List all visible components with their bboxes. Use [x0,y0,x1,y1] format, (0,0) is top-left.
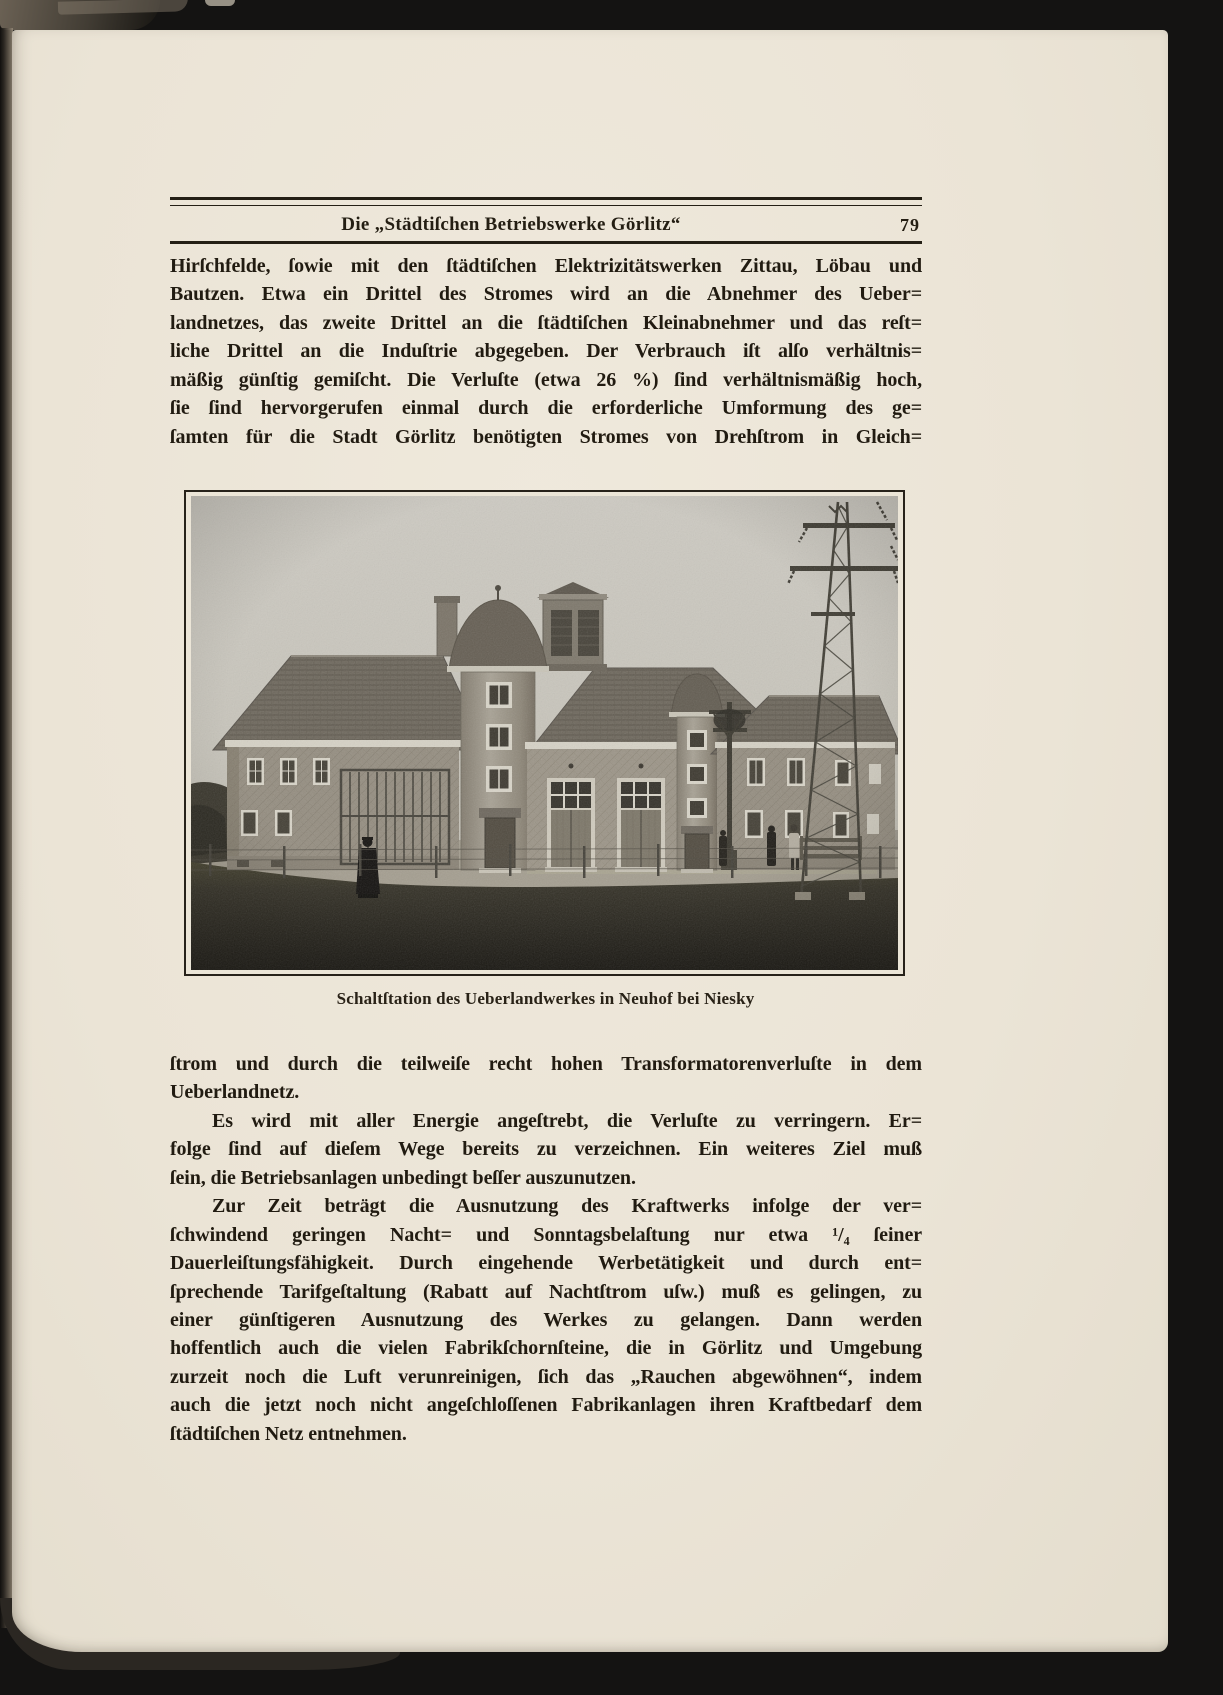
page-edge-notch [205,0,235,6]
text-line: landnetzes, das zweite Drittel an die ſtädtiſchen Kleinabnehmer und das reſt= [170,311,922,334]
running-header [170,214,922,240]
schaltstation-photo [191,496,898,970]
header-rule-bottom [170,241,922,244]
running-header-title: Die „Städtiſchen Betriebswerke Görlitz“ [341,214,681,235]
text-line: auch die jetzt noch nicht angeſchloſſenen Fabrikanlagen ihren Kraftbedarf dem [170,1394,922,1417]
text-line: ſtrom und durch die teilweiſe recht hohen Transformatorenverluſte in dem [170,1053,922,1075]
photo-vignette [191,496,898,970]
paragraph-block-top [170,252,922,451]
text-line: ſie ſind hervorgerufen einmal durch die erforderliche Umformung des ge= [170,397,922,420]
paragraph-block-bottom [170,1050,922,1448]
text-line: ſamten für die Stadt Görlitz benötigten Stromes von Drehſtrom in Gleich= [170,425,922,448]
text-line: Es wird mit aller Energie angeſtrebt, die Verluſte zu verringern. Er= [212,1109,922,1132]
book-page [12,30,1168,1652]
figure-schaltstation [184,490,907,1009]
text-line: ſprechende Tarifgeſtaltung (Rabatt auf Nachtſtrom uſw.) muß es gelingen, zu [170,1280,922,1303]
text-line: hoffentlich auch die vielen Fabrikſchornſteine, die in Görlitz und Umgebung [170,1337,922,1360]
text-line: ſchwindend geringen Nacht= und Sonntagsbelaſtung nur etwa ¹/₄ ſeiner [170,1223,922,1246]
text-line: ſein, die Betriebsanlagen unbedingt beſſer auszunutzen. [170,1166,636,1189]
text-line: ſtädtiſchen Netz entnehmen. [170,1422,407,1445]
text-line: Hirſchfelde, ſowie mit den ſtädtiſchen Elektrizitätswerken Zittau, Löbau und [170,255,922,277]
header-rule-top [170,197,922,206]
text-line: Bautzen. Etwa ein Drittel des Stromes wird an die Abnehmer des Ueber= [170,283,922,306]
text-line: Ueberlandnetz. [170,1081,300,1104]
page-number: 79 [900,215,920,235]
figure-caption: Schaltſtation des Ueberlandwerkes in Neuhof bei Niesky [336,989,755,1008]
text-line: folge ſind auf dieſem Wege bereits zu verzeichnen. Ein weiteres Ziel muß [170,1138,922,1161]
photo-frame [184,490,905,976]
curled-page-edge-highlight [58,0,188,15]
text-line: Dauerleiſtungsfähigkeit. Durch eingehende Werbetätigkeit und durch ent= [170,1252,922,1275]
text-line: einer günſtigeren Ausnutzung des Werkes zu gelangen. Dann werden [170,1308,922,1331]
text-line: mäßig günſtig gemiſcht. Die Verluſte (etwa 26 %) ſind verhältnismäßig hoch, [170,368,922,391]
text-line: Zur Zeit beträgt die Ausnutzung des Kraftwerks infolge der ver= [212,1195,922,1218]
text-line: liche Drittel an die Induſtrie abgegeben. Der Verbrauch iſt alſo verhältnis= [170,340,922,363]
text-line: zurzeit noch die Luft verunreinigen, ſich das „Rauchen abgewöhnen“, indem [170,1365,922,1388]
